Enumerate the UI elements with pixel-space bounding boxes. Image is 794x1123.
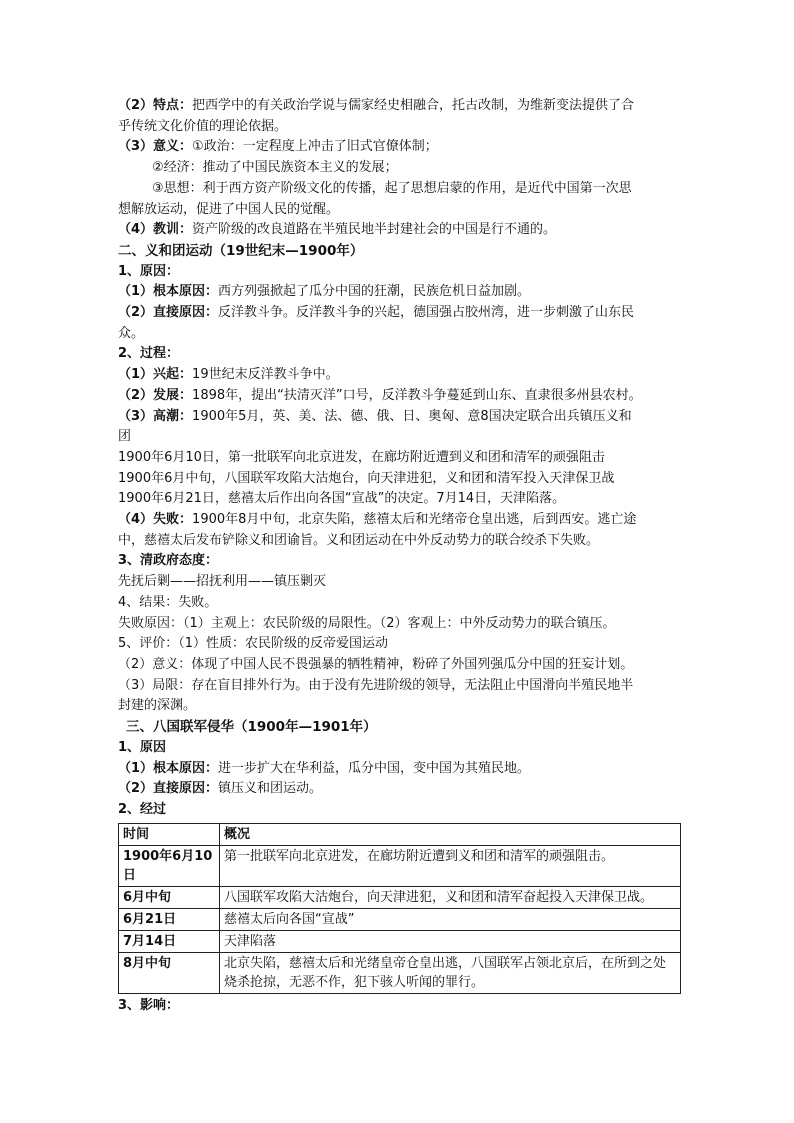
s2-failure	[118, 510, 684, 531]
meaning-line	[118, 137, 684, 158]
traits-line-cont: 乎传统文化价值的理论依据。	[118, 118, 288, 134]
s2-evaluation-2: （2）意义：体现了中国人民不畏强暴的牺牲精神，粉碎了外国列强瓜分中国的狂妄计划。	[118, 656, 634, 672]
s2-rise	[118, 365, 684, 386]
s3-course-title: 2、经过	[118, 801, 167, 817]
s2-dev-text: 1898年，提出“扶清灭洋”口号，反洋教斗争蔓延到山东、直隶很多州县农村。	[192, 387, 642, 403]
col-desc-header: 概况	[220, 823, 681, 845]
row-time: 6月21日	[119, 908, 220, 930]
s3-root-text: 进一步扩大在华利益，瓜分中国，变中国为其殖民地。	[218, 760, 531, 776]
s2-evaluation: 5、评价：（1）性质：农民阶级的反帝爱国运动	[118, 636, 389, 652]
meaning-politics: ①政治：一定程度上冲击了旧式官僚体制；	[192, 139, 438, 155]
s2-evaluation-3-cont: 封建的深渊。	[118, 698, 197, 714]
s2-development	[118, 386, 684, 407]
s2-climax-event-2: 1900年6月中旬，八国联军攻陷大沽炮台，向天津进犯，义和团和清军投入天津保卫战	[118, 470, 615, 486]
s2-climax-cont: 团	[118, 429, 132, 445]
s2-cause-title: 1、原因：	[118, 263, 180, 279]
lesson-text: 资产阶级的改良道路在半殖民地半封建社会的中国是行不通的。	[192, 222, 557, 238]
traits-text: 把西学中的有关政治学说与儒家经史相融合，托古改制，为维新变法提供了合	[192, 98, 635, 113]
s2-direct-text: 反洋教斗争。反洋教斗争的兴起，德国强占胶州湾，进一步刺激了山东民	[218, 305, 635, 321]
lesson-label: （4）教训：	[118, 222, 193, 238]
table-header-row	[119, 823, 681, 845]
lesson-line	[118, 220, 684, 241]
meaning-economy: ②经济：推动了中国民族资本主义的发展；	[152, 160, 398, 176]
row-time: 1900年6月10日	[119, 845, 220, 886]
col-time-header: 时间	[119, 823, 220, 845]
traits-label: （2）特点：	[118, 98, 193, 113]
row-time: 8月中旬	[119, 952, 220, 993]
s2-evaluation-3: （3）局限：存在盲目排外行为。由于没有先进阶级的领导，无法阻止中国滑向半殖民地半	[118, 677, 634, 693]
s3-direct-cause	[118, 779, 684, 800]
s2-climax	[118, 407, 684, 428]
table-row	[119, 886, 681, 908]
s2-fail-text: 1900年8月中旬，北京失陷，慈禧太后和光绪帝仓皇出逃，后到西安。逃亡途	[192, 512, 637, 528]
s2-qing-text: 先抚后剿——招抚利用——镇压剿灭	[118, 574, 327, 590]
meaning-thought: ③思想：利于西方资产阶级文化的传播，起了思想启蒙的作用，是近代中国第一次思	[152, 180, 632, 196]
row-desc: 慈禧太后向各国“宣战”	[220, 908, 681, 930]
s2-climax-text: 1900年5月，英、美、法、德、俄、日、奥匈、意8国决定联合出兵镇压义和	[192, 408, 632, 424]
s2-direct-cause-cont: 众。	[118, 325, 145, 341]
table-row	[119, 845, 681, 886]
s2-result: 4、结果：失败。	[118, 594, 218, 610]
events-table	[118, 823, 681, 994]
section-2-heading: 二、义和团运动（19世纪末—1900年）	[118, 242, 364, 259]
row-desc: 八国联军攻陷大沽炮台，向天津进犯，义和团和清军奋起投入天津保卫战。	[220, 886, 681, 908]
s2-climax-event-1: 1900年6月10日，第一批联军向北京进发，在廊坊附近遭到义和团和清军的顽强阻击	[118, 449, 605, 465]
s2-climax-event-3: 1900年6月21日，慈禧太后作出向各国“宣战”的决定。7月14日，天津陷落。	[118, 491, 566, 507]
s2-qing-title: 3、清政府态度：	[118, 553, 219, 569]
section-3-heading: 三、八国联军侵华（1900年—1901年）	[126, 719, 377, 736]
s3-cause-title: 1、原因	[118, 739, 167, 755]
s2-rise-text: 19世纪末反洋教斗争中。	[192, 367, 339, 383]
s3-impact-title: 3、影响：	[118, 997, 180, 1013]
s2-root-label: （1）根本原因：	[118, 284, 219, 300]
s2-rise-label: （1）兴起：	[118, 367, 193, 383]
table-row	[119, 930, 681, 952]
meaning-label: （3）意义：	[118, 139, 193, 155]
s2-root-text: 西方列强掀起了瓜分中国的狂潮，民族危机日益加剧。	[218, 284, 531, 300]
row-desc: 北京失陷，慈禧太后和光绪皇帝仓皇出逃，八国联军占领北京后，在所到之处烧杀抢掠，无恶不作，犯下骇人听闻的罪行。	[220, 952, 681, 993]
row-time: 7月14日	[119, 930, 220, 952]
s2-fail-label: （4）失败：	[118, 512, 193, 528]
traits-line	[118, 96, 684, 117]
s2-direct-cause	[118, 303, 684, 324]
s3-root-label: （1）根本原因：	[118, 760, 219, 776]
meaning-thought-cont: 想解放运动，促进了中国人民的觉醒。	[118, 201, 340, 217]
s2-climax-label: （3）高潮：	[118, 408, 193, 424]
s2-direct-label: （2）直接原因：	[118, 305, 219, 321]
s2-fail-reason: 失败原因：（1）主观上：农民阶级的局限性。（2）客观上：中外反动势力的联合镇压。	[118, 615, 616, 631]
s2-root-cause	[118, 282, 684, 303]
row-time: 6月中旬	[119, 886, 220, 908]
row-desc: 第一批联军向北京进发，在廊坊附近遭到义和团和清军的顽强阻击。	[220, 845, 681, 886]
row-desc: 天津陷落	[220, 930, 681, 952]
s2-dev-label: （2）发展：	[118, 387, 193, 403]
s3-root-cause	[118, 759, 684, 780]
s3-direct-label: （2）直接原因：	[118, 781, 219, 797]
s2-failure-cont: 中，慈禧太后发布铲除义和团谕旨。义和团运动在中外反动势力的联合绞杀下失败。	[118, 532, 600, 548]
table-row	[119, 952, 681, 993]
s2-process-title: 2、过程：	[118, 346, 180, 362]
s3-direct-text: 镇压义和团运动。	[218, 781, 323, 797]
table-row	[119, 908, 681, 930]
